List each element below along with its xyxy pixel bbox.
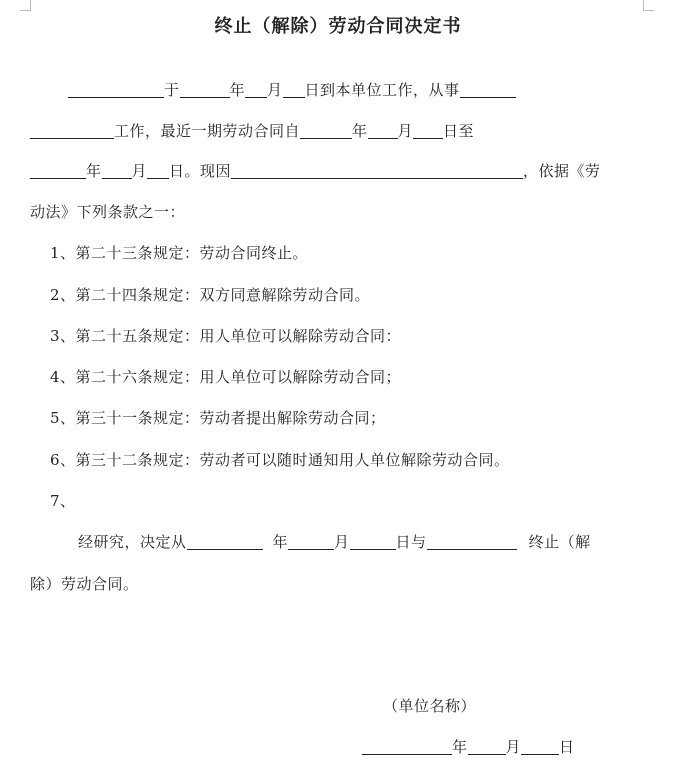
paragraph-line-4: 动法》下列条款之一： — [30, 203, 186, 221]
sign-month-blank[interactable] — [468, 738, 506, 755]
reason-blank[interactable] — [231, 162, 523, 179]
contract-start-month-blank[interactable] — [368, 122, 398, 139]
contract-end-year-blank[interactable] — [30, 162, 86, 179]
contract-start-day-blank[interactable] — [413, 122, 443, 139]
decision-line-1: 经研究，决定从 年 月 日与 终止（解 — [78, 533, 591, 551]
signature-date: 年 月 日 — [362, 736, 575, 757]
clause-item: 2、第二十四条规定：双方同意解除劳动合同。 — [50, 286, 371, 304]
job-blank-b[interactable] — [30, 122, 114, 139]
start-day-blank[interactable] — [283, 81, 305, 98]
start-year-blank[interactable] — [180, 81, 230, 98]
decision-month-blank[interactable] — [288, 533, 334, 550]
name-blank[interactable] — [68, 81, 164, 98]
decision-day-blank[interactable] — [350, 533, 396, 550]
decision-line-2: 除）劳动合同。 — [30, 575, 139, 593]
paragraph-line-2: 工作，最近一期劳动合同自 年 月 日至 — [30, 120, 474, 141]
page-corner-mark — [643, 0, 654, 11]
decision-year-blank[interactable] — [187, 533, 263, 550]
clause-item: 6、第三十二条规定：劳动者可以随时通知用人单位解除劳动合同。 — [50, 451, 510, 469]
page-corner-mark — [20, 0, 31, 11]
contract-end-month-blank[interactable] — [102, 162, 132, 179]
unit-name-label: （单位名称） — [383, 697, 477, 715]
contract-start-year-blank[interactable] — [300, 122, 352, 139]
clause-item: 5、第三十一条规定：劳动者提出解除劳动合同； — [50, 409, 386, 427]
clause-item: 3、第二十五条规定：用人单位可以解除劳动合同： — [50, 327, 402, 345]
clause-item: 7、 — [50, 492, 76, 510]
employee-name-blank[interactable] — [427, 533, 517, 550]
contract-end-day-blank[interactable] — [147, 162, 169, 179]
sign-year-blank[interactable] — [362, 738, 452, 755]
start-month-blank[interactable] — [245, 81, 267, 98]
clause-item: 4、第二十六条规定：用人单位可以解除劳动合同； — [50, 368, 402, 386]
document-title: 终止（解除）劳动合同决定书 — [214, 16, 462, 37]
clause-item: 1、第二十三条规定：劳动合同终止。 — [50, 244, 309, 262]
sign-day-blank[interactable] — [521, 738, 559, 755]
paragraph-line-1: 于 年 月 日到本单位工作，从事 — [68, 79, 516, 100]
paragraph-line-3: 年 月 日。现因 ，依据《劳 — [30, 160, 601, 181]
job-blank-a[interactable] — [460, 81, 516, 98]
